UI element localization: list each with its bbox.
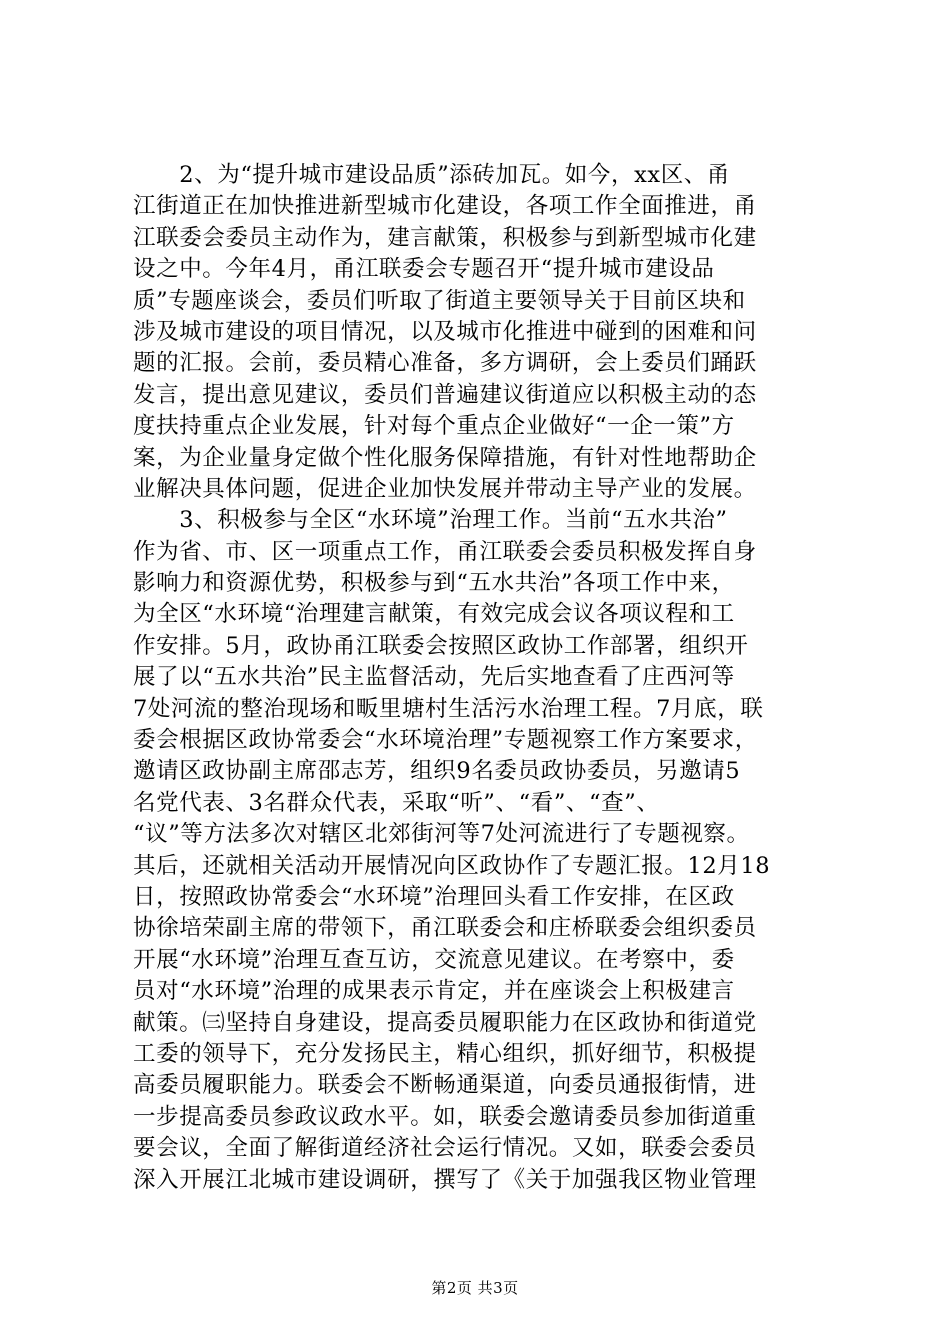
text-line: 作为省、市、区一项重点工作，甬江联委会委员积极发挥自身 <box>133 538 757 565</box>
text-line: 献策。㈢坚持自身建设，提高委员履职能力在区政协和街道党 <box>133 1009 757 1036</box>
text-line: 江街道正在加快推进新型城市化建设，各项工作全面推进，甬 <box>133 193 757 220</box>
text-line: 深入开展江北城市建设调研，撰写了《关于加强我区物业管理 <box>133 1166 757 1193</box>
text-line: 工委的领导下，充分发扬民主，精心组织，抓好细节，积极提 <box>133 1040 757 1067</box>
text-line: 其后，还就相关活动开展情况向区政协作了专题汇报。12月18 <box>133 852 771 879</box>
text-line: 2、为“提升城市建设品质”添砖加瓦。如今，xx区、甬 <box>133 162 730 188</box>
text-line: 3、积极参与全区“水环境”治理工作。当前“五水共治” <box>133 507 728 534</box>
text-line: 设之中。今年4月，甬江联委会专题召开“提升城市建设品 <box>133 256 715 283</box>
text-line: 为全区“水环境“治理建言献策，有效完成会议各项议程和工 <box>133 601 735 628</box>
text-line: “议”等方法多次对辖区北郊街河等7处河流进行了专题视察。 <box>133 821 750 848</box>
text-line: 日，按照政协常委会“水环境”治理回头看工作安排，在区政 <box>133 883 735 910</box>
text-line: 一步提高委员参政议政水平。如，联委会邀请委员参加街道重 <box>133 1103 757 1130</box>
text-line: 涉及城市建设的项目情况，以及城市化推进中碰到的困难和问 <box>133 318 757 345</box>
text-line: 要会议，全面了解街道经济社会运行情况。又如，联委会委员 <box>133 1135 757 1162</box>
text-line: 度扶持重点企业发展，针对每个重点企业做好“一企一策”方 <box>133 413 735 440</box>
text-line: 题的汇报。会前，委员精心准备，多方调研，会上委员们踊跃 <box>133 350 757 377</box>
text-line: 委会根据区政协常委会“水环境治理”专题视察工作方案要求， <box>133 727 758 754</box>
text-line: 高委员履职能力。联委会不断畅通渠道，向委员通报街情，进 <box>133 1072 757 1099</box>
text-line: 江联委会委员主动作为，建言献策，积极参与到新型城市化建 <box>133 224 757 251</box>
body-text <box>133 160 833 1196</box>
text-line: 员对“水环境”治理的成果表示肯定，并在座谈会上积极建言 <box>133 978 735 1005</box>
text-line: 案，为企业量身定做个性化服务保障措施，有针对性地帮助企 <box>133 444 757 471</box>
text-line: 发言，提出意见建议，委员们普遍建议街道应以积极主动的态 <box>133 381 757 408</box>
text-line: 质”专题座谈会，委员们听取了街道主要领导关于目前区块和 <box>133 287 746 314</box>
text-line: 影响力和资源优势，积极参与到“五水共治”各项工作中来， <box>133 570 735 597</box>
text-line: 作安排。5月，政协甬江联委会按照区政协工作部署，组织开 <box>133 632 749 659</box>
text-line: 协徐培荣副主席的带领下，甬江联委会和庄桥联委会组织委员 <box>133 915 757 942</box>
text-line: 开展“水环境”治理互查互访，交流意见建议。在考察中，委 <box>133 946 735 973</box>
text-line: 邀请区政协副主席邵志芳，组织9名委员政协委员，另邀请5 <box>133 758 741 785</box>
text-line: 名党代表、3名群众代表，采取“听”、“看”、“查”、 <box>133 789 660 816</box>
text-line: 展了以“五水共治”民主监督活动，先后实地查看了庄西河等 <box>133 664 735 691</box>
page-footer: 第2页 共3页 <box>431 1279 519 1297</box>
text-line: 业解决具体问题，促进企业加快发展并带动主导产业的发展。 <box>133 475 757 502</box>
text-line: 7处河流的整治现场和畈里塘村生活污水治理工程。7月底，联 <box>133 695 764 722</box>
